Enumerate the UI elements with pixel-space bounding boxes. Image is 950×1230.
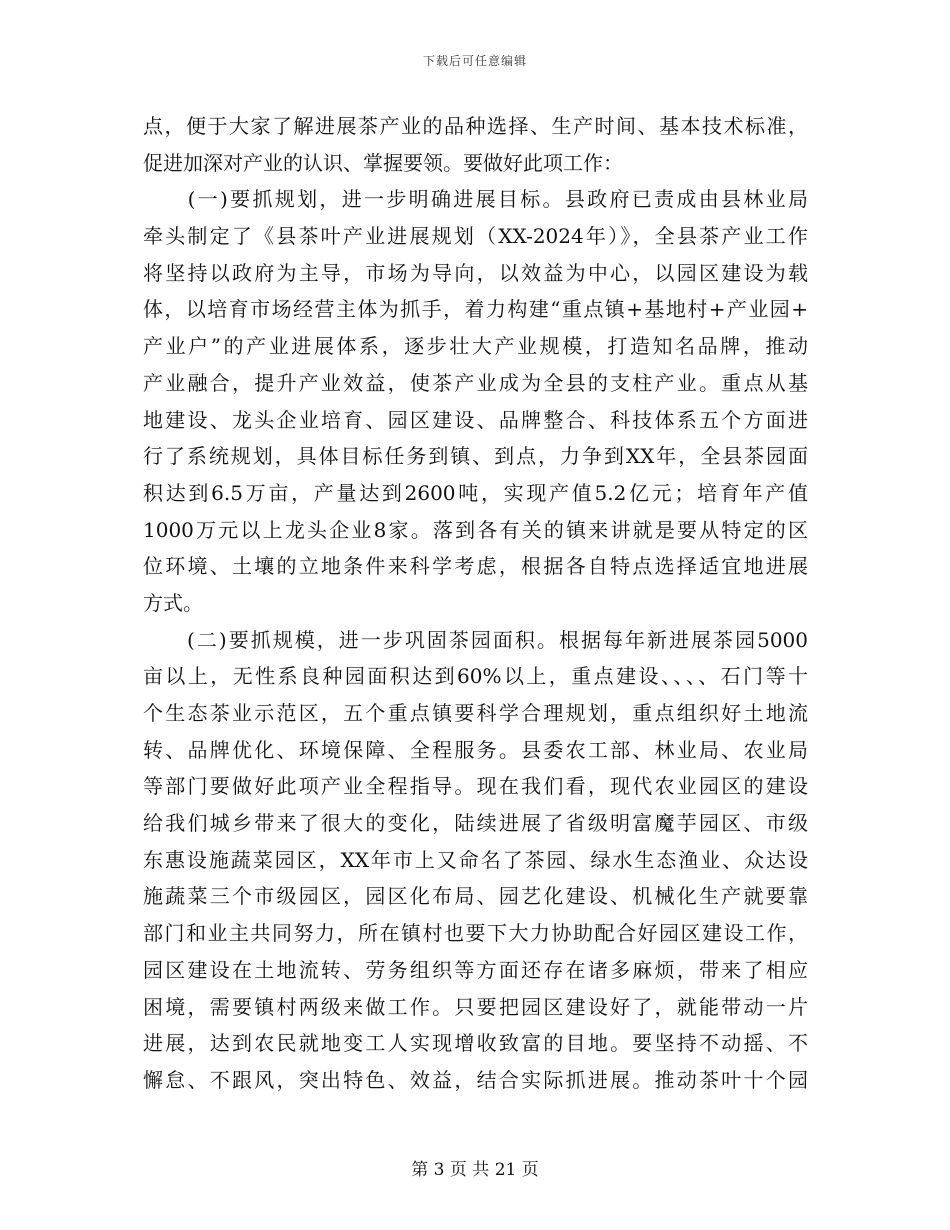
text-line: 园区建设在土地流转、劳务组织等方面还存在诸多麻烦，带来了相应 bbox=[143, 957, 808, 982]
text-line: 给我们城乡带来了很大的变化，陆续进展了省级明富魔芋园区、市级 bbox=[143, 811, 808, 836]
text-line: (一)要抓规划，进一步明确进展目标。县政府已责成由县林业局 bbox=[143, 187, 808, 212]
document-body bbox=[143, 108, 808, 1099]
text-line: 位环境、土壤的立地条件来科学考虑，根据各自特点选择适宜地进展 bbox=[143, 554, 808, 579]
text-line: 促进加深对产业的认识、掌握要领。要做好此项工作： bbox=[143, 150, 623, 175]
text-line: 地建设、龙头企业培育、园区建设、品牌整合、科技体系五个方面进 bbox=[143, 407, 808, 432]
text-line: 等部门要做好此项产业全程指导。现在我们看，现代农业园区的建设 bbox=[143, 774, 808, 799]
text-line: 行了系统规划，具体目标任务到镇、到点，力争到XX年，全县茶园面 bbox=[143, 444, 808, 469]
text-line: 东惠设施蔬菜园区，XX年市上又命名了茶园、绿水生态渔业、众达设 bbox=[143, 847, 808, 872]
text-line: 个生态茶业示范区，五个重点镇要科学合理规划，重点组织好土地流 bbox=[143, 701, 808, 725]
text-line: 进展，达到农民就地变工人实现增收致富的目地。要坚持不动摇、不 bbox=[143, 1031, 808, 1056]
page-header-note: 下载后可任意编辑 bbox=[422, 54, 527, 68]
text-line: 1000万元以上龙头企业8家。落到各有关的镇来讲就是要从特定的区 bbox=[143, 517, 808, 542]
text-line: 困境，需要镇村两级来做工作。只要把园区建设好了，就能带动一片 bbox=[143, 994, 808, 1019]
text-line: 产业户”的产业进展体系，逐步壮大产业规模，打造知名品牌，推动 bbox=[143, 334, 808, 359]
page-number: 第 3 页 共 21 页 bbox=[411, 1160, 539, 1180]
text-line: 转、品牌优化、环境保障、全程服务。县委农工部、林业局、农业局 bbox=[143, 737, 808, 762]
text-line: 亩以上，无性系良种园面积达到60%以上，重点建设、、、、石门等十 bbox=[143, 664, 808, 689]
text-line: 产业融合，提升产业效益，使茶产业成为全县的支柱产业。重点从基 bbox=[143, 370, 808, 395]
text-line: 将坚持以政府为主导，市场为导向，以效益为中心，以园区建设为载 bbox=[143, 260, 808, 285]
text-line: 懈怠、不跟风，突出特色、效益，结合实际抓进展。推动茶叶十个园 bbox=[143, 1067, 808, 1092]
text-line: 点，便于大家了解进展茶产业的品种选择、生产时间、基本技术标准， bbox=[143, 114, 808, 138]
text-line: 施蔬菜三个市级园区，园区化布局、园艺化建设、机械化生产就要靠 bbox=[143, 884, 808, 909]
text-line: (二)要抓规模，进一步巩固茶园面积。根据每年新进展茶园5000 bbox=[143, 627, 808, 652]
text-line: 体，以培育市场经营主体为抓手，着力构建“重点镇+基地村+产业园+ bbox=[143, 297, 808, 322]
text-line: 积达到6.5万亩，产量达到2600吨，实现产值5.2亿元；培育年产值 bbox=[143, 480, 808, 505]
text-line: 牵头制定了《县茶叶产业进展规划（XX-2024年）》，全县茶产业工作 bbox=[143, 224, 808, 249]
text-line: 方式。 bbox=[143, 590, 203, 615]
text-line: 部门和业主共同努力，所在镇村也要下大力协助配合好园区建设工作， bbox=[143, 921, 808, 946]
